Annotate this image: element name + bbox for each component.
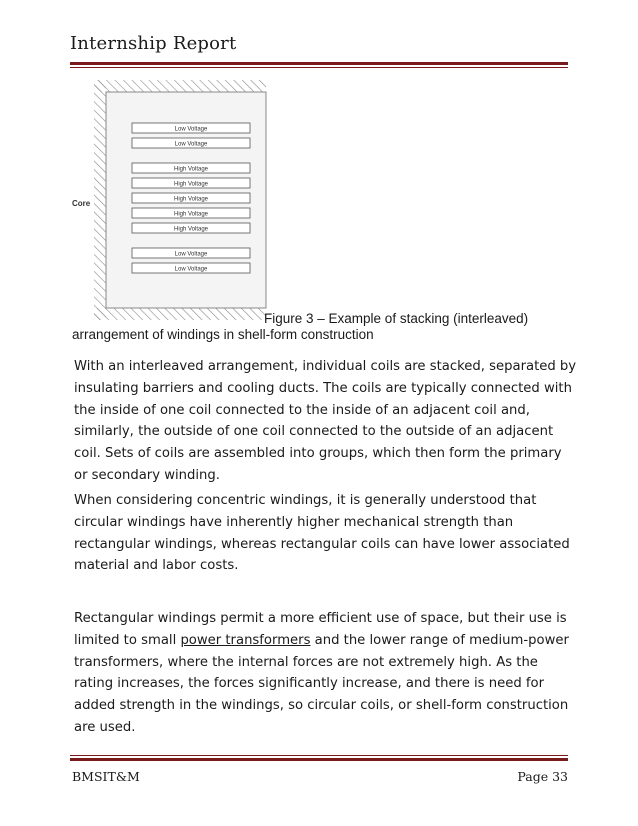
text-line: the inside of one coil connected to the inside of an adjacent coil and, [74,402,530,418]
winding-diagram-figure [70,78,270,322]
text-line: circular windings have inherently higher mechanical strength than [74,514,514,530]
text-line: added strength in the windings, so circular coils, or shell-form construction [74,698,569,714]
coil-label: Low Voltage [174,141,208,148]
coil-label: High Voltage [173,181,209,188]
paragraph-interleaved [74,356,577,487]
text-line: rectangular windings, whereas rectangular coils can have lower associated [74,536,570,552]
core-label: Core [72,199,91,208]
footer-institution: BMSIT&M [72,769,140,784]
coil-label: Low Voltage [174,266,208,273]
text-segment: and the lower range of medium-power [310,632,569,648]
core-bottom-yoke [94,308,266,320]
text-line: Rectangular windings permit a more efficient use of space, but their use is [74,611,567,626]
figure-caption-line2: arrangement of windings in shell-form construction [72,327,374,342]
coil-label: High Voltage [173,211,209,218]
coil-label: Low Voltage [174,251,208,258]
text-line: material and labor costs. [74,558,239,574]
paragraph-concentric [74,490,574,577]
header-title: Internship Report [70,33,237,54]
winding-diagram [70,78,270,322]
header-rule [70,62,568,65]
footer-rule-thin [70,755,568,756]
core-top-yoke [94,80,266,92]
coil-label: High Voltage [173,226,209,233]
header-rule-thin [70,67,568,68]
text-line: transformers, where the internal forces are not extremely high. As the [74,654,538,670]
coil-label: Low Voltage [174,126,208,133]
text-line [74,630,574,652]
power-transformers-link[interactable]: power transformers [180,632,311,648]
text-line: When considering concentric windings, it is generally understood that [74,493,537,508]
coil-stack [132,123,250,273]
text-line: or secondary winding. [74,467,220,483]
text-segment: limited to small [74,632,181,648]
core-left-leg [94,80,106,320]
text-line: are used. [74,719,136,735]
text-line: insulating barriers and cooling ducts. The coils are typically connected with [74,380,572,396]
paragraph-rectangular [74,608,574,739]
text-line: coil. Sets of coils are assembled into groups, which then form the primary [74,446,562,462]
text-line: With an interleaved arrangement, individual coils are stacked, separated by [74,359,577,374]
coil-label: High Voltage [173,196,209,203]
footer-rule [70,758,568,761]
text-line: rating increases, the forces significantly increase, and there is need for [74,676,545,692]
footer-page-number: Page 33 [517,769,568,784]
text-line: similarly, the outside of one coil connected to the outside of an adjacent [74,424,554,440]
coil-label: High Voltage [173,166,209,173]
figure-caption-line1: Figure 3 – Example of stacking (interleaved) [264,311,529,326]
